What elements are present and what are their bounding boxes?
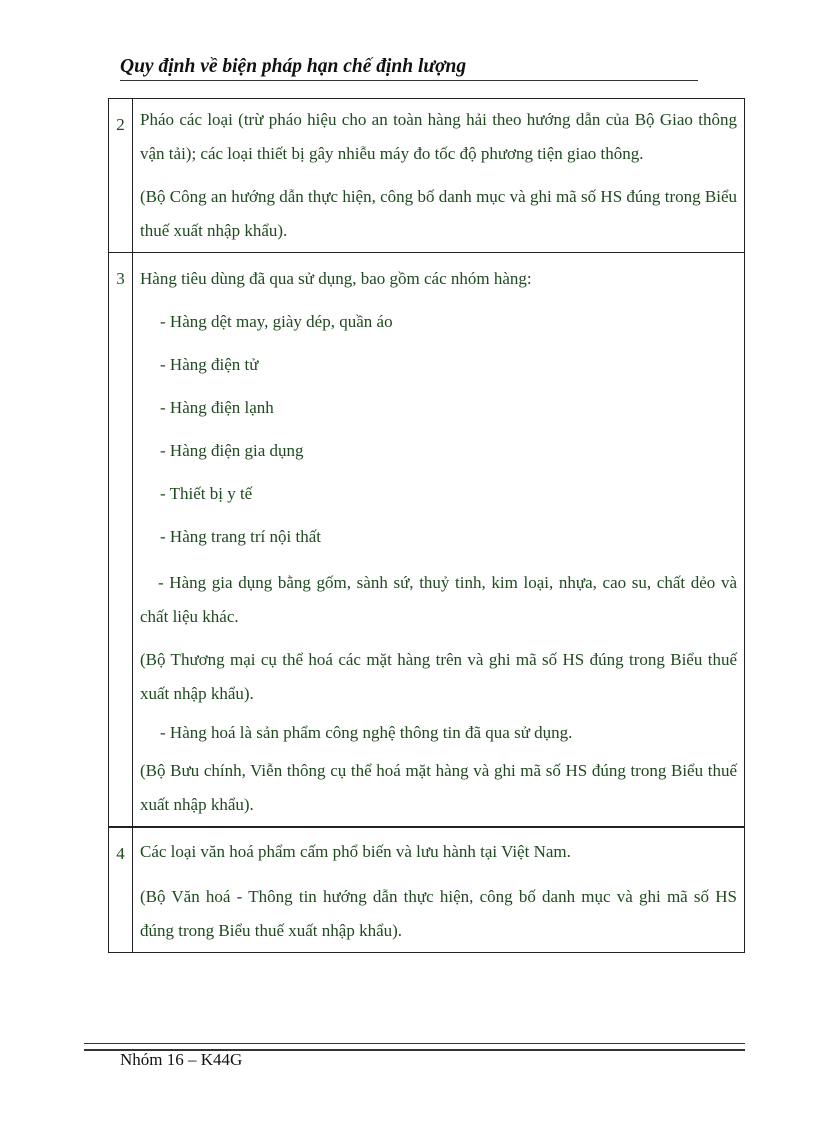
list-item: - Hàng điện tử — [160, 355, 259, 374]
row-content — [133, 99, 745, 253]
list-item: - Thiết bị y tế — [160, 484, 253, 503]
page-header-title: Quy định về biện pháp hạn chế định lượng — [120, 56, 467, 77]
row-content — [133, 253, 745, 828]
list-item-text: - Hàng gia dụng bằng gốm, sành sứ, thuỷ tinh, kim loại, nhựa, cao su, chất dẻo và chất liệu khác. — [140, 573, 737, 626]
footer-text: Nhóm 16 – K44G — [120, 1050, 243, 1069]
row-content — [133, 827, 745, 953]
list-item: - Hàng hoá là sản phẩm công nghệ thông tin đã qua sử dụng. — [160, 723, 573, 742]
table-row — [109, 827, 745, 953]
list-item — [140, 566, 737, 634]
row-number: 3 — [109, 253, 133, 828]
table-row — [109, 99, 745, 253]
paragraph: (Bộ Văn hoá - Thông tin hướng dẫn thực hiện, công bố danh mục và ghi mã số HS đúng trong Biểu thuế xuất nhập khẩu). — [140, 887, 737, 940]
list-item: - Hàng dệt may, giày dép, quần áo — [160, 312, 393, 331]
list-item: - Hàng điện lạnh — [160, 398, 274, 417]
list-item: - Hàng điện gia dụng — [160, 441, 304, 460]
paragraph: Hàng tiêu dùng đã qua sử dụng, bao gồm các nhóm hàng: — [140, 269, 532, 288]
paragraph: Pháo các loại (trừ pháo hiệu cho an toàn hàng hải theo hướng dẫn của Bộ Giao thông vận tải); các loại thiết bị gây nhiễu máy đo tốc độ phương tiện giao thông. — [140, 110, 737, 163]
paragraph: (Bộ Bưu chính, Viễn thông cụ thể hoá mặt hàng và ghi mã số HS đúng trong Biểu thuế xuất nhập khẩu). — [140, 761, 737, 814]
page-header — [120, 50, 698, 81]
paragraph: (Bộ Thương mại cụ thể hoá các mặt hàng trên và ghi mã số HS đúng trong Biểu thuế xuất nhập khẩu). — [140, 650, 737, 703]
list-item: - Hàng trang trí nội thất — [160, 527, 321, 546]
row-number: 4 — [109, 827, 133, 953]
paragraph: Các loại văn hoá phẩm cấm phổ biến và lưu hành tại Việt Nam. — [140, 842, 571, 861]
row-number: 2 — [109, 99, 133, 253]
paragraph: (Bộ Công an hướng dẫn thực hiện, công bố danh mục và ghi mã số HS đúng trong Biểu thuế xuất nhập khẩu). — [140, 187, 737, 240]
regulation-table — [108, 98, 745, 953]
table-row — [109, 253, 745, 828]
